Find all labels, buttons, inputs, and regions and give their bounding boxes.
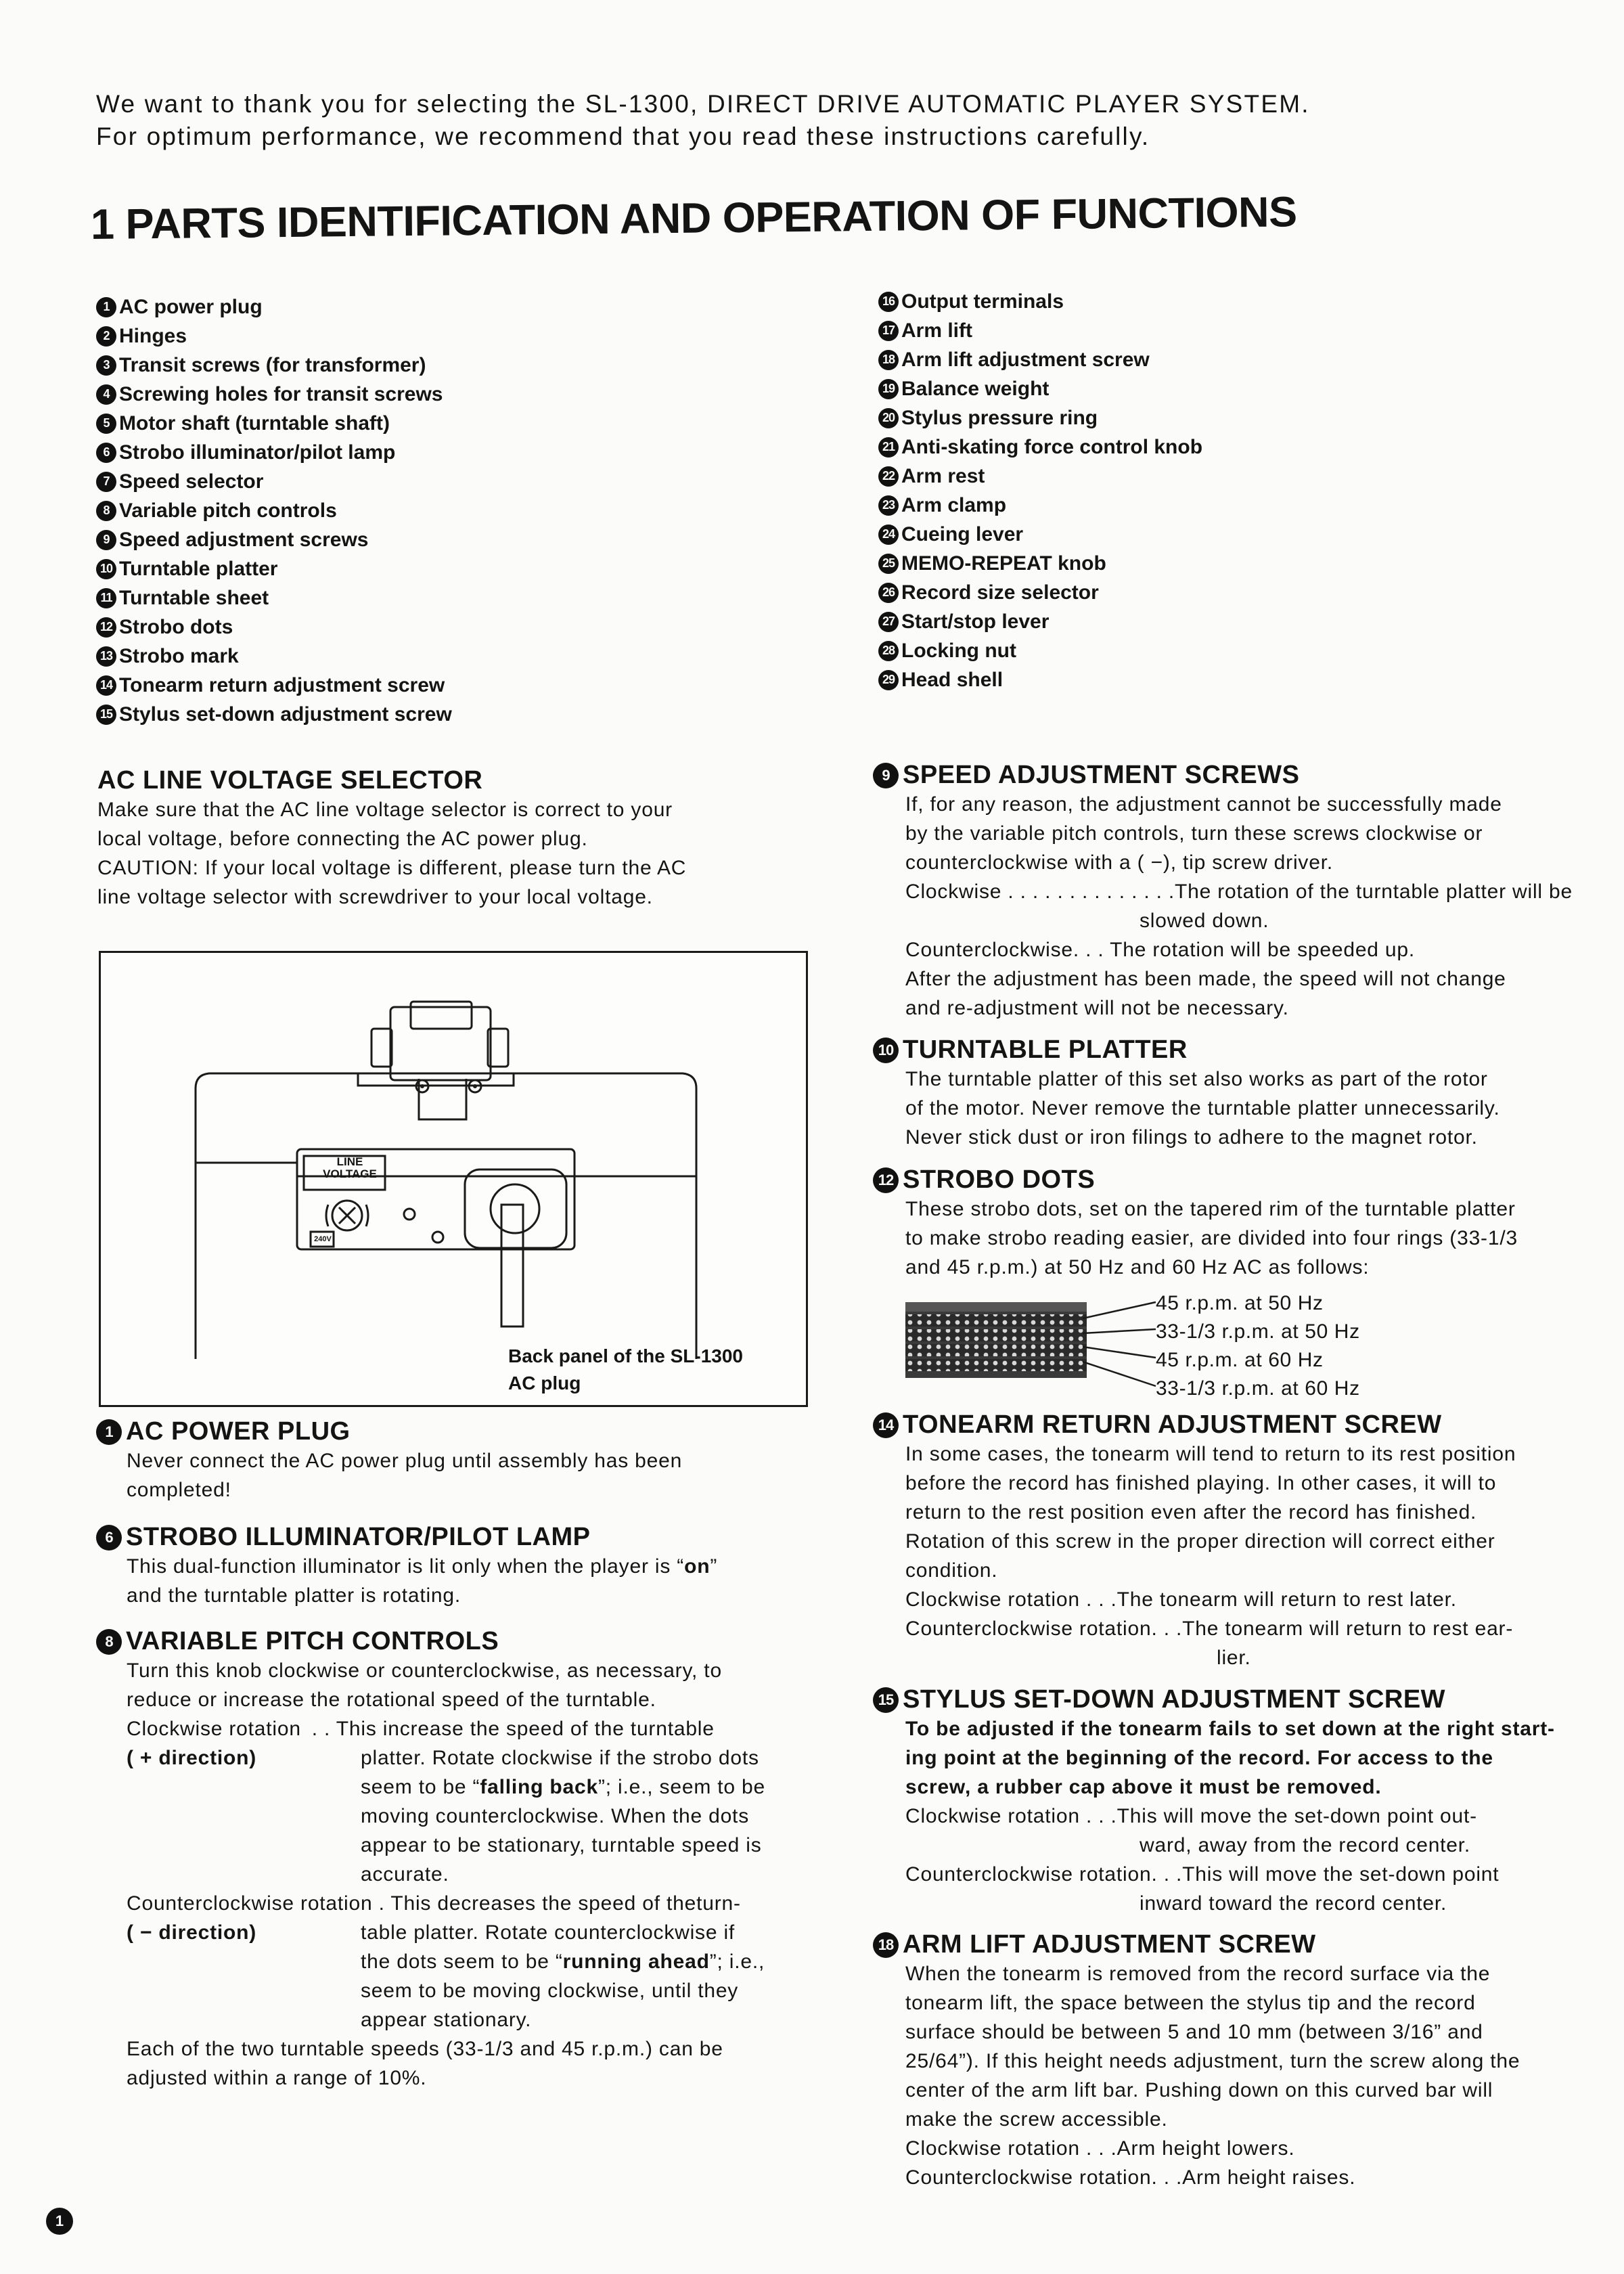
part-number-badge: 26 bbox=[878, 583, 899, 603]
speed-adj-text-4: After the adjustment has been made, the speed will not change bbox=[905, 968, 1506, 990]
strobo-dots-title: STROBO DOTS bbox=[903, 1165, 1096, 1194]
part-number-badge: 22 bbox=[878, 466, 899, 487]
ring-label-2: 33-1/3 r.p.m. at 50 Hz bbox=[1156, 1320, 1360, 1343]
arm-lift-section bbox=[873, 1930, 1590, 2192]
tonearm-return-ccw-2: lier. bbox=[1217, 1647, 1251, 1669]
variable-pitch-section bbox=[96, 1627, 813, 2093]
pitch-ccw-text-3: the dots seem to be “running ahead”; i.e., bbox=[361, 1950, 765, 1973]
arm-lift-title: ARM LIFT ADJUSTMENT SCREW bbox=[903, 1930, 1316, 1959]
speed-adj-text-2: by the variable pitch controls, turn these screws clockwise or bbox=[905, 822, 1483, 845]
tonearm-return-cw: Clockwise rotation . . .The tonearm will return to rest later. bbox=[905, 1588, 1457, 1611]
part-item-14 bbox=[96, 671, 452, 700]
back-panel-diagram bbox=[99, 951, 808, 1407]
variable-pitch-number: 8 bbox=[96, 1629, 122, 1655]
part-item-2 bbox=[96, 321, 452, 351]
part-number-badge: 25 bbox=[878, 554, 899, 574]
part-label: Arm rest bbox=[901, 465, 985, 487]
ac-power-plug-section bbox=[96, 1417, 813, 1504]
stylus-setdown-heading bbox=[873, 1685, 1590, 1714]
strobo-lamp-number: 6 bbox=[96, 1525, 122, 1551]
ac-line-text-1: Make sure that the AC line voltage selector is correct to your bbox=[97, 799, 673, 821]
stylus-setdown-ccw-2: inward toward the record center. bbox=[1140, 1892, 1447, 1915]
part-number-badge: 17 bbox=[878, 321, 899, 341]
variable-pitch-title: VARIABLE PITCH CONTROLS bbox=[126, 1627, 499, 1655]
speed-adj-cw: Clockwise . . . . . . . . . . . . . .The rotation of the turntable platter will be bbox=[905, 880, 1573, 903]
stylus-setdown-text-3: screw, a rubber cap above it must be removed. bbox=[905, 1776, 1382, 1798]
part-item-8 bbox=[96, 496, 452, 525]
pitch-cw-text-2: platter. Rotate clockwise if the strobo dots bbox=[361, 1747, 759, 1769]
tonearm-return-number: 14 bbox=[873, 1412, 899, 1438]
turntable-platter-heading bbox=[873, 1035, 1590, 1065]
pitch-text-1: Turn this knob clockwise or counterclockwise, as necessary, to bbox=[127, 1659, 722, 1682]
part-number-badge: 12 bbox=[96, 617, 116, 638]
stylus-setdown-section bbox=[873, 1685, 1590, 1918]
strobo-dots-number: 12 bbox=[873, 1167, 899, 1193]
arm-lift-heading bbox=[873, 1930, 1590, 1959]
pitch-cw-text-6: accurate. bbox=[361, 1863, 449, 1886]
part-label: Stylus pressure ring bbox=[901, 407, 1098, 429]
platter-text-1: The turntable platter of this set also works as part of the rotor bbox=[905, 1068, 1488, 1090]
240v-label: 240V bbox=[314, 1235, 332, 1243]
intro-line-1: We want to thank you for selecting the SL-1300, DIRECT DRIVE AUTOMATIC PLAYER SYSTEM. bbox=[96, 90, 1310, 118]
line-voltage-label bbox=[317, 1156, 382, 1180]
turntable-platter-section bbox=[873, 1035, 1590, 1152]
part-label: Turntable platter bbox=[119, 558, 278, 580]
part-item-3 bbox=[96, 351, 452, 380]
ac-line-section bbox=[97, 766, 808, 912]
part-label: Stylus set-down adjustment screw bbox=[119, 703, 452, 726]
part-label: Strobo illuminator/pilot lamp bbox=[119, 441, 396, 464]
turntable-platter-title: TURNTABLE PLATTER bbox=[903, 1035, 1188, 1064]
part-number-badge: 15 bbox=[96, 705, 116, 725]
tonearm-return-text-2: before the record has finished playing. In other cases, it will to bbox=[905, 1472, 1497, 1494]
strobo-rim-image bbox=[905, 1302, 1087, 1378]
part-number-badge: 10 bbox=[96, 559, 116, 579]
part-label: Anti-skating force control knob bbox=[901, 436, 1203, 458]
part-number-badge: 13 bbox=[96, 646, 116, 667]
part-number-badge: 6 bbox=[96, 443, 116, 463]
part-item-22 bbox=[878, 462, 1202, 491]
parts-list-right bbox=[878, 287, 1202, 694]
part-number-badge: 2 bbox=[96, 326, 116, 347]
tonearm-return-text-3: return to the rest position even after the record has finished. bbox=[905, 1501, 1477, 1523]
part-number-badge: 11 bbox=[96, 588, 116, 608]
arm-lift-text-6: make the screw accessible. bbox=[905, 2108, 1168, 2131]
pitch-ccw-direction: ( − direction) bbox=[127, 1921, 257, 1944]
stylus-setdown-cw-2: ward, away from the record center. bbox=[1140, 1834, 1471, 1856]
ac-power-plug-title: AC POWER PLUG bbox=[126, 1417, 351, 1446]
part-item-5 bbox=[96, 409, 452, 438]
part-number-badge: 20 bbox=[878, 408, 899, 428]
pitch-ccw-text-4: seem to be moving clockwise, until they bbox=[361, 1980, 739, 2002]
ac-power-plug-number: 1 bbox=[96, 1419, 122, 1445]
arm-lift-text-1: When the tonearm is removed from the record surface via the bbox=[905, 1963, 1491, 1985]
part-item-28 bbox=[878, 636, 1202, 665]
part-item-12 bbox=[96, 612, 452, 642]
tonearm-return-ccw: Counterclockwise rotation. . .The tonearm will return to rest ear- bbox=[905, 1618, 1514, 1640]
stylus-setdown-text-1: To be adjusted if the tonearm fails to set down at the right start- bbox=[905, 1718, 1555, 1740]
variable-pitch-heading bbox=[96, 1627, 813, 1656]
part-number-badge: 14 bbox=[96, 675, 116, 696]
arm-lift-text-2: tonearm lift, the space between the stylus tip and the record bbox=[905, 1992, 1476, 2014]
part-label: Arm lift bbox=[901, 319, 972, 342]
part-item-10 bbox=[96, 554, 452, 583]
part-label: Speed adjustment screws bbox=[119, 529, 369, 551]
strobo-leader-lines bbox=[1083, 1299, 1157, 1401]
ac-line-text-2: local voltage, before connecting the AC power plug. bbox=[97, 828, 588, 850]
part-number-badge: 19 bbox=[878, 379, 899, 399]
arm-lift-cw: Clockwise rotation . . .Arm height lowers. bbox=[905, 2137, 1295, 2160]
pitch-end-text-1: Each of the two turntable speeds (33-1/3 and 45 r.p.m.) can be bbox=[127, 2038, 723, 2060]
strobo-dots-heading bbox=[873, 1165, 1590, 1195]
part-label: Screwing holes for transit screws bbox=[119, 383, 443, 405]
part-number-badge: 16 bbox=[878, 292, 899, 312]
stylus-setdown-title: STYLUS SET-DOWN ADJUSTMENT SCREW bbox=[903, 1685, 1446, 1714]
ac-power-plug-text-2: completed! bbox=[127, 1479, 231, 1501]
strobo-lamp-section bbox=[96, 1523, 813, 1610]
voltage-label: VOLTAGE bbox=[323, 1167, 377, 1180]
stylus-setdown-text-2: ing point at the beginning of the record. For access to the bbox=[905, 1747, 1493, 1769]
part-label: Balance weight bbox=[901, 378, 1050, 400]
pitch-cw-text-3: seem to be “falling back”; i.e., seem to be bbox=[361, 1776, 765, 1798]
tonearm-return-text-1: In some cases, the tonearm will tend to return to its rest position bbox=[905, 1443, 1516, 1465]
part-label: Arm clamp bbox=[901, 494, 1007, 516]
part-item-9 bbox=[96, 525, 452, 554]
arm-lift-text-3: surface should be between 5 and 10 mm (between 3/16” and bbox=[905, 2021, 1483, 2043]
ac-power-plug-heading bbox=[96, 1417, 813, 1446]
platter-text-2: of the motor. Never remove the turntable platter unnecessarily. bbox=[905, 1097, 1500, 1119]
part-item-25 bbox=[878, 549, 1202, 578]
tonearm-return-title: TONEARM RETURN ADJUSTMENT SCREW bbox=[903, 1410, 1442, 1439]
ring-label-1: 45 r.p.m. at 50 Hz bbox=[1156, 1292, 1324, 1314]
part-number-badge: 3 bbox=[96, 355, 116, 376]
part-item-26 bbox=[878, 578, 1202, 607]
pitch-ccw-text-5: appear stationary. bbox=[361, 2009, 532, 2031]
part-label: Record size selector bbox=[901, 581, 1099, 604]
turntable-platter-number: 10 bbox=[873, 1038, 899, 1063]
parts-list-left bbox=[96, 292, 452, 729]
part-item-29 bbox=[878, 665, 1202, 694]
part-label: Speed selector bbox=[119, 470, 264, 493]
part-number-badge: 27 bbox=[878, 612, 899, 632]
intro-line-2: For optimum performance, we recommend that you read these instructions carefully. bbox=[96, 122, 1150, 150]
speed-adj-ccw: Counterclockwise. . . The rotation will be speeded up. bbox=[905, 939, 1416, 961]
strobo-ring-labels bbox=[1156, 1289, 1360, 1403]
part-item-24 bbox=[878, 520, 1202, 549]
part-item-18 bbox=[878, 345, 1202, 374]
part-number-badge: 5 bbox=[96, 414, 116, 434]
speed-adjustment-title: SPEED ADJUSTMENT SCREWS bbox=[903, 761, 1300, 789]
pitch-cw-direction: ( + direction) bbox=[127, 1747, 257, 1769]
part-label: Tonearm return adjustment screw bbox=[119, 674, 445, 696]
part-label: MEMO-REPEAT knob bbox=[901, 552, 1106, 575]
part-number-badge: 7 bbox=[96, 472, 116, 492]
part-item-7 bbox=[96, 467, 452, 496]
part-number-badge: 9 bbox=[96, 530, 116, 550]
speed-adjustment-heading bbox=[873, 761, 1590, 790]
arm-lift-ccw: Counterclockwise rotation. . .Arm height raises. bbox=[905, 2166, 1356, 2189]
speed-adj-cw-2: slowed down. bbox=[1140, 910, 1269, 932]
part-item-16 bbox=[878, 287, 1202, 316]
pitch-cw-text-5: appear to be stationary, turntable speed is bbox=[361, 1834, 762, 1856]
arm-lift-text-5: center of the arm lift bar. Pushing down on this curved bar will bbox=[905, 2079, 1493, 2101]
part-number-badge: 1 bbox=[96, 297, 116, 317]
strobo-lamp-heading bbox=[96, 1523, 813, 1552]
part-item-13 bbox=[96, 642, 452, 671]
ac-line-text-4: line voltage selector with screwdriver to your local voltage. bbox=[97, 886, 653, 908]
tonearm-return-text-4: Rotation of this screw in the proper direction will correct either bbox=[905, 1530, 1495, 1553]
intro-text bbox=[96, 88, 1310, 153]
ac-line-text-3: CAUTION: If your local voltage is different, please turn the AC bbox=[97, 857, 687, 879]
speed-adj-text-5: and re-adjustment will not be necessary. bbox=[905, 997, 1289, 1019]
part-number-badge: 21 bbox=[878, 437, 899, 458]
part-number-badge: 18 bbox=[878, 350, 899, 370]
part-item-20 bbox=[878, 403, 1202, 432]
part-item-19 bbox=[878, 374, 1202, 403]
part-label: Motor shaft (turntable shaft) bbox=[119, 412, 390, 434]
part-label: Turntable sheet bbox=[119, 587, 269, 609]
ac-power-plug-text-1: Never connect the AC power plug until assembly has been bbox=[127, 1450, 683, 1472]
caption-back-panel: Back panel of the SL-1300 bbox=[508, 1345, 744, 1366]
page-number: 1 bbox=[46, 2208, 73, 2235]
tonearm-return-text-5: condition. bbox=[905, 1559, 998, 1582]
stylus-setdown-number: 15 bbox=[873, 1687, 899, 1713]
pitch-end-text-2: adjusted within a range of 10%. bbox=[127, 2067, 427, 2089]
arm-lift-number: 18 bbox=[873, 1932, 899, 1958]
ring-label-3: 45 r.p.m. at 60 Hz bbox=[1156, 1349, 1324, 1371]
part-item-6 bbox=[96, 438, 452, 467]
speed-adjustment-number: 9 bbox=[873, 763, 899, 788]
page-title: 1 PARTS IDENTIFICATION AND OPERATION OF FUNCTIONS bbox=[90, 188, 1297, 248]
speed-adj-text-3: counterclockwise with a ( −), tip screw driver. bbox=[905, 851, 1333, 874]
stylus-setdown-cw: Clockwise rotation . . .This will move the set-down point out- bbox=[905, 1805, 1477, 1827]
part-item-17 bbox=[878, 316, 1202, 345]
part-number-badge: 8 bbox=[96, 501, 116, 521]
part-label: Variable pitch controls bbox=[119, 499, 337, 522]
stylus-setdown-ccw: Counterclockwise rotation. . .This will move the set-down point bbox=[905, 1863, 1499, 1886]
part-number-badge: 23 bbox=[878, 495, 899, 516]
part-item-4 bbox=[96, 380, 452, 409]
caption-ac-plug: AC plug bbox=[508, 1373, 581, 1394]
speed-adj-text-1: If, for any reason, the adjustment cannot be successfully made bbox=[905, 793, 1502, 816]
part-item-15 bbox=[96, 700, 452, 729]
part-label: Arm lift adjustment screw bbox=[901, 349, 1150, 371]
part-label: Transit screws (for transformer) bbox=[119, 354, 426, 376]
strobo-dots-text-1: These strobo dots, set on the tapered rim of the turntable platter bbox=[905, 1198, 1516, 1220]
strobo-lamp-text-2: and the turntable platter is rotating. bbox=[127, 1584, 461, 1607]
ring-label-4: 33-1/3 r.p.m. at 60 Hz bbox=[1156, 1377, 1360, 1400]
part-number-badge: 24 bbox=[878, 525, 899, 545]
pitch-cw-line: Clockwise rotation . . This increase the speed of the turntable bbox=[127, 1718, 715, 1740]
part-item-1 bbox=[96, 292, 452, 321]
arm-lift-text-4: 25/64”). If this height needs adjustment, turn the screw along the bbox=[905, 2050, 1520, 2072]
ac-line-title: AC LINE VOLTAGE SELECTOR bbox=[97, 766, 483, 795]
part-label: Cueing lever bbox=[901, 523, 1024, 545]
pitch-ccw-line: Counterclockwise rotation . This decreases the speed of theturn- bbox=[127, 1892, 741, 1915]
part-item-21 bbox=[878, 432, 1202, 462]
part-label: Start/stop lever bbox=[901, 610, 1050, 633]
part-number-badge: 29 bbox=[878, 670, 899, 690]
line-label: LINE bbox=[336, 1155, 363, 1168]
pitch-cw-text-4: moving counterclockwise. When the dots bbox=[361, 1805, 749, 1827]
pitch-text-2: reduce or increase the rotational speed of the turntable. bbox=[127, 1689, 656, 1711]
back-panel-illustration bbox=[101, 953, 806, 1405]
part-label: Head shell bbox=[901, 669, 1003, 691]
strobo-dots-text-3: and 45 r.p.m.) at 50 Hz and 60 Hz AC as follows: bbox=[905, 1256, 1370, 1278]
pitch-ccw-text-2: table platter. Rotate counterclockwise if bbox=[361, 1921, 736, 1944]
part-label: Output terminals bbox=[901, 290, 1064, 313]
strobo-dots-section bbox=[873, 1165, 1590, 1282]
diagram-caption bbox=[508, 1343, 743, 1397]
speed-adjustment-section bbox=[873, 761, 1590, 1023]
strobo-lamp-title: STROBO ILLUMINATOR/PILOT LAMP bbox=[126, 1523, 591, 1551]
strobo-lamp-text-1: This dual-function illuminator is lit only when the player is “on” bbox=[127, 1555, 718, 1578]
part-label: Locking nut bbox=[901, 640, 1016, 662]
tonearm-return-heading bbox=[873, 1410, 1590, 1440]
part-label: Hinges bbox=[119, 325, 187, 347]
part-label: AC power plug bbox=[119, 296, 263, 318]
part-item-27 bbox=[878, 607, 1202, 636]
part-label: Strobo mark bbox=[119, 645, 239, 667]
part-item-11 bbox=[96, 583, 452, 612]
part-number-badge: 28 bbox=[878, 641, 899, 661]
strobo-dots-text-2: to make strobo reading easier, are divided into four rings (33-1/3 bbox=[905, 1227, 1518, 1249]
tonearm-return-section bbox=[873, 1410, 1590, 1672]
part-number-badge: 4 bbox=[96, 384, 116, 405]
part-item-23 bbox=[878, 491, 1202, 520]
part-label: Strobo dots bbox=[119, 616, 233, 638]
platter-text-3: Never stick dust or iron filings to adhere to the magnet rotor. bbox=[905, 1126, 1478, 1149]
